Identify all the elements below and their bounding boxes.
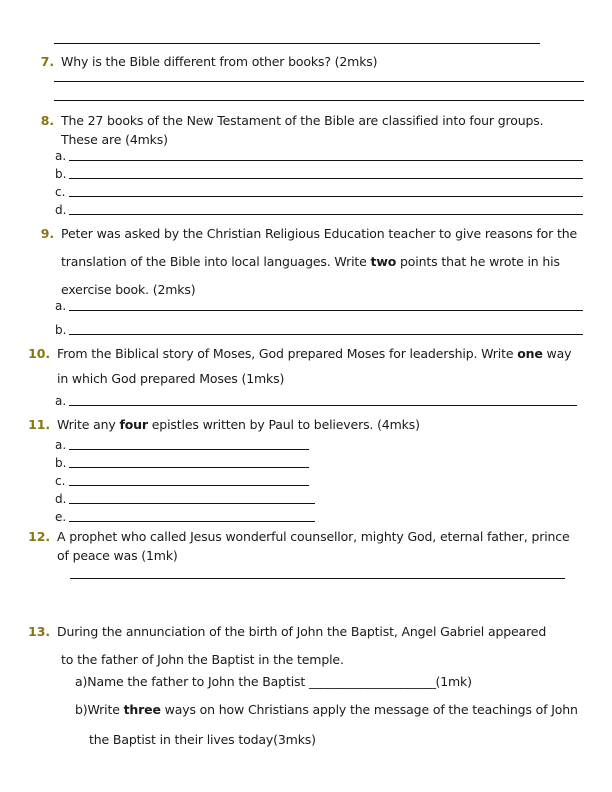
question-13-part-a: [75, 672, 472, 691]
sub-item-label: b.: [55, 167, 67, 181]
question-11-text-pre: Write any: [57, 417, 120, 432]
sub-item-label: c.: [55, 474, 66, 488]
sub-item-answer-line[interactable]: [69, 521, 315, 522]
question-12-answer-line[interactable]: [70, 578, 565, 579]
sub-item-answer-line[interactable]: [69, 160, 583, 161]
sub-item-label: d.: [55, 492, 67, 506]
question-8-sub-item-d: [55, 202, 585, 218]
question-13-part-a-label: a): [75, 674, 88, 689]
question-7: [28, 52, 377, 71]
question-8-sub-item-b: [55, 166, 585, 182]
question-13-emphasis-three: three: [123, 702, 161, 717]
sub-item-label: a.: [55, 438, 67, 452]
question-10: [24, 344, 571, 363]
question-10-number: 10.: [28, 346, 50, 361]
question-8-number: 8.: [40, 113, 54, 128]
question-12-text-line-1: A prophet who called Jesus wonderful counsellor, mighty God, eternal father, prince: [57, 529, 570, 544]
question-10-line-1-pre: From the Biblical story of Moses, God prepared Moses for leadership. Write: [57, 346, 518, 361]
question-11-sub-item-d: [55, 491, 317, 507]
question-13-part-a-text: Name the father to John the Baptist: [87, 674, 309, 689]
question-10-line-1-post: way: [542, 346, 572, 361]
question-7-answer-line-2: [54, 100, 584, 101]
question-13-part-b-label: b): [75, 702, 88, 717]
question-9-number: 9.: [40, 226, 54, 241]
question-9-line-2-pre: translation of the Bible into local languages. Write: [61, 254, 371, 269]
question-13-part-b-line-2: the Baptist in their lives today(3mks): [89, 732, 316, 747]
question-7-number: 7.: [40, 54, 54, 69]
sub-item-answer-line[interactable]: [69, 503, 315, 504]
question-10-text-line-1: [57, 344, 571, 363]
question-13-text-line-1: During the annunciation of the birth of John the Baptist, Angel Gabriel appeared: [57, 624, 547, 639]
question-10-emphasis-one: one: [517, 346, 543, 361]
question-8: [28, 111, 543, 130]
sub-item-label: a.: [55, 149, 67, 163]
question-13-number: 13.: [28, 624, 50, 639]
question-9-text-line-3: exercise book. (2mks): [61, 282, 196, 297]
sub-item-answer-line[interactable]: [69, 196, 583, 197]
question-12-text-line-2: of peace was (1mk): [57, 548, 178, 563]
sub-item-answer-line[interactable]: [69, 334, 583, 335]
question-7-answer-line-1: [54, 81, 584, 82]
sub-item-answer-line[interactable]: [69, 310, 583, 311]
question-8-sub-item-c: [55, 184, 585, 200]
question-13-text-line-2: to the father of John the Baptist in the temple.: [61, 652, 344, 667]
question-11-text-post: epistles written by Paul to believers. (4mks): [147, 417, 420, 432]
question-9-line-2-post: points that he wrote in his: [396, 254, 560, 269]
question-11-emphasis-four: four: [119, 417, 148, 432]
question-11: [24, 415, 420, 434]
question-13-part-a-marks: (1mk): [435, 674, 472, 689]
question-11-number: 11.: [28, 417, 50, 432]
question-9-sub-item-a: [55, 298, 585, 314]
sub-item-answer-line[interactable]: [69, 214, 583, 215]
question-8-text-line-1: The 27 books of the New Testament of the Bible are classified into four groups.: [61, 113, 544, 128]
question-9-text-line-1: Peter was asked by the Christian Religious Education teacher to give reasons for the: [61, 226, 578, 241]
question-8-sub-item-a: [55, 148, 585, 164]
question-9-text-line-2: [61, 252, 560, 271]
question-12-number: 12.: [28, 529, 50, 544]
question-13-part-b-post: ways on how Christians apply the message of the teachings of John: [160, 702, 578, 717]
question-11-sub-item-c: [55, 473, 311, 489]
sub-item-answer-line[interactable]: [69, 449, 309, 450]
continuation-answer-line: [54, 43, 540, 44]
question-9-emphasis-two: two: [370, 254, 397, 269]
question-12: [24, 527, 570, 546]
sub-item-label: a.: [55, 299, 67, 313]
question-13-part-a-blank[interactable]: ______________________: [308, 674, 436, 689]
sub-item-label: e.: [55, 510, 67, 524]
question-10-text-line-2: in which God prepared Moses (1mks): [57, 371, 285, 386]
sub-item-answer-line[interactable]: [69, 405, 577, 406]
question-13: [24, 622, 546, 641]
question-11-text: [57, 415, 420, 434]
sub-item-label: d.: [55, 203, 67, 217]
sub-item-answer-line[interactable]: [69, 178, 583, 179]
sub-item-label: b.: [55, 323, 67, 337]
question-9: [28, 224, 577, 243]
question-11-sub-item-b: [55, 455, 311, 471]
question-11-sub-item-a: [55, 437, 311, 453]
sub-item-label: c.: [55, 185, 66, 199]
question-10-sub-item-a: [55, 393, 579, 409]
sub-item-label: b.: [55, 456, 67, 470]
question-13-part-b: [75, 700, 578, 719]
sub-item-answer-line[interactable]: [69, 485, 309, 486]
sub-item-answer-line[interactable]: [69, 467, 309, 468]
question-13-part-b-pre: Write: [87, 702, 124, 717]
question-9-sub-item-b: [55, 322, 585, 338]
sub-item-label: a.: [55, 394, 67, 408]
question-7-text: Why is the Bible different from other books? (2mks): [61, 54, 378, 69]
question-11-sub-item-e: [55, 509, 317, 525]
question-8-text-line-2: These are (4mks): [61, 132, 168, 147]
